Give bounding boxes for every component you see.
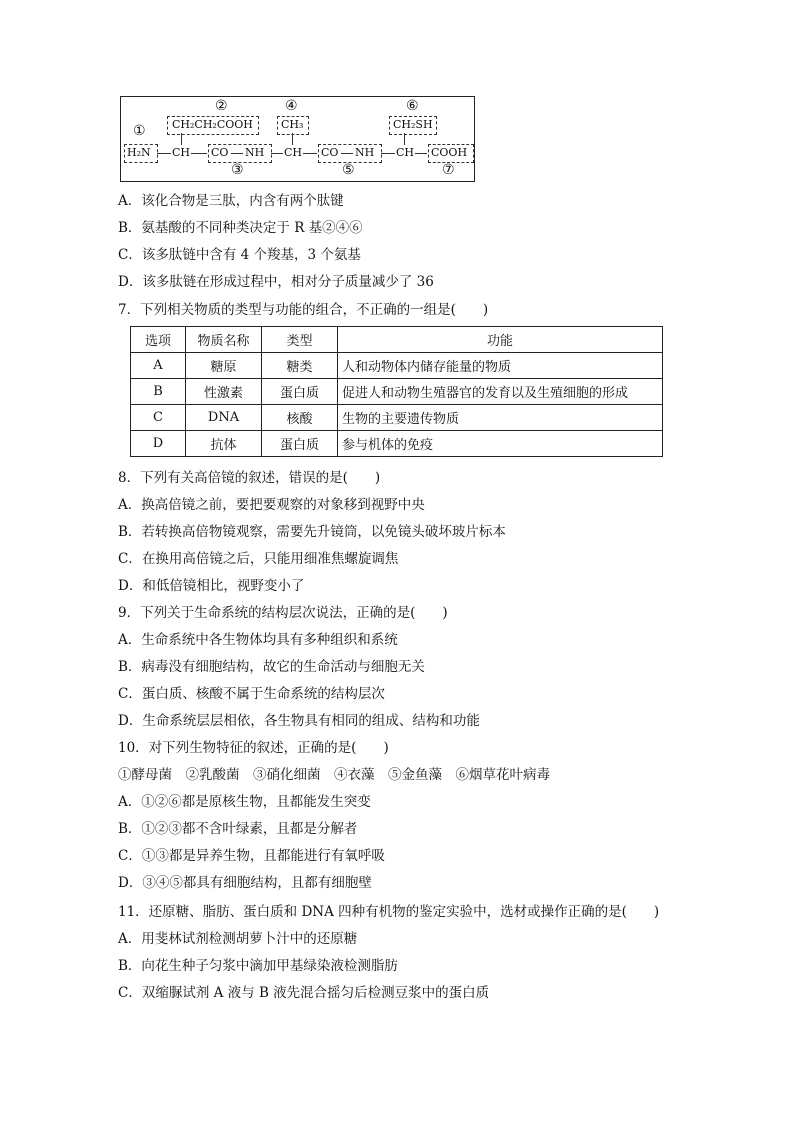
q9-stem: 9．下列关于生命系统的结构层次说法，正确的是( )	[118, 605, 448, 621]
q6-option-a: A．该化合物是三肽，内含有两个肽键	[118, 193, 344, 209]
carbonyl-1: CO	[211, 146, 229, 159]
bond	[191, 153, 207, 154]
table-cell: 核酸	[262, 405, 338, 431]
q11-option-b: B．向花生种子匀浆中滴加甲基绿染液检测脂肪	[118, 958, 398, 974]
carboxyl-group: COOH	[431, 146, 468, 159]
r-group-2: CH₂CH₂COOH	[172, 118, 253, 131]
bond	[341, 153, 353, 154]
alpha-carbon-3: CH	[396, 146, 415, 159]
imino-2: NH	[355, 146, 375, 159]
amino-group: H₂N	[127, 146, 151, 159]
bond	[292, 133, 293, 145]
q11-option-a: A．用斐林试剂检测胡萝卜汁中的还原糖	[118, 931, 358, 947]
q10-option-a: A．①②⑥都是原核生物，且都能发生突变	[118, 794, 371, 810]
table-row	[131, 431, 663, 457]
table-cell: D	[131, 431, 186, 457]
q11-option-c: C．双缩脲试剂 A 液与 B 液先混合摇匀后检测豆浆中的蛋白质	[118, 985, 490, 1001]
label-3: ③	[231, 162, 244, 178]
label-7: ⑦	[442, 162, 455, 178]
table-cell: 蛋白质	[262, 379, 338, 405]
table-cell: 性激素	[186, 379, 262, 405]
table-cell: 参与机体的免疫	[338, 431, 663, 457]
table-cell: B	[131, 379, 186, 405]
label-6: ⑥	[406, 98, 419, 114]
label-2: ②	[215, 98, 228, 114]
bond	[271, 153, 283, 154]
q10-organism-list: ①酵母菌 ②乳酸菌 ③硝化细菌 ④衣藻 ⑤金鱼藻 ⑥烟草花叶病毒	[118, 767, 550, 783]
peptide-structure-diagram	[120, 96, 475, 182]
q8-stem: 8．下列有关高倍镜的叙述，错误的是( )	[118, 470, 381, 486]
table-row	[131, 405, 663, 431]
header-cell: 物质名称	[186, 327, 262, 353]
table-cell: 蛋白质	[262, 431, 338, 457]
r-group-6: CH₂SH	[393, 118, 433, 131]
q9-option-b: B．病毒没有细胞结构，故它的生命活动与细胞无关	[118, 659, 425, 675]
q8-option-b: B．若转换高倍物镜观察，需要先升镜筒，以免镜头破坏玻片标本	[118, 524, 506, 540]
q10-stem: 10．对下列生物特征的叙述，正确的是( )	[118, 740, 389, 756]
bond	[157, 153, 171, 154]
table-row	[131, 379, 663, 405]
table-cell: A	[131, 353, 186, 379]
bond	[404, 133, 405, 145]
table-cell: 生物的主要遗传物质	[338, 405, 663, 431]
q7-stem: 7．下列相关物质的类型与功能的组合，不正确的一组是( )	[118, 302, 489, 318]
q10-option-d: D．③④⑤都具有细胞结构，且都有细胞壁	[118, 875, 372, 891]
header-cell: 类型	[262, 327, 338, 353]
q10-option-c: C．①③都是异养生物，且都能进行有氧呼吸	[118, 848, 385, 864]
bond	[381, 153, 395, 154]
q8-option-c: C．在换用高倍镜之后，只能用细准焦螺旋调焦	[118, 551, 399, 567]
table-cell: 促进人和动物生殖器官的发育以及生殖细胞的形成	[338, 379, 663, 405]
table-header-row	[131, 327, 663, 353]
r-group-4: CH₃	[281, 118, 304, 131]
imino-1: NH	[245, 146, 265, 159]
q6-option-d: D．该多肽链在形成过程中，相对分子质量减少了 36	[118, 274, 434, 290]
table-cell: 糖类	[262, 353, 338, 379]
bond	[231, 153, 243, 154]
table-cell: 人和动物体内储存能量的物质	[338, 353, 663, 379]
label-4: ④	[285, 98, 298, 114]
q9-option-c: C．蛋白质、核酸不属于生命系统的结构层次	[118, 686, 385, 702]
q6-option-b: B．氨基酸的不同种类决定于 R 基②④⑥	[118, 220, 363, 236]
label-1: ①	[133, 123, 146, 139]
q8-option-d: D．和低倍镜相比，视野变小了	[118, 578, 305, 594]
q10-option-b: B．①②③都不含叶绿素，且都是分解者	[118, 821, 358, 837]
header-cell: 选项	[131, 327, 186, 353]
q6-option-c: C．该多肽链中含有 4 个羧基，3 个氨基	[118, 247, 361, 263]
bond	[303, 153, 317, 154]
table-cell: DNA	[186, 405, 262, 431]
q7-table	[130, 326, 663, 457]
bond	[181, 133, 182, 145]
q11-stem: 11．还原糖、脂肪、蛋白质和 DNA 四种有机物的鉴定实验中，选材或操作正确的是( )	[118, 904, 660, 920]
q9-option-a: A．生命系统中各生物体均具有多种组织和系统	[118, 632, 398, 648]
table-cell: 抗体	[186, 431, 262, 457]
bond	[415, 153, 427, 154]
header-cell: 功能	[338, 327, 663, 353]
alpha-carbon-1: CH	[172, 146, 191, 159]
alpha-carbon-2: CH	[284, 146, 303, 159]
q9-option-d: D．生命系统层层相依，各生物具有相同的组成、结构和功能	[118, 713, 480, 729]
table-cell: C	[131, 405, 186, 431]
q8-option-a: A．换高倍镜之前，要把要观察的对象移到视野中央	[118, 497, 425, 513]
table-cell: 糖原	[186, 353, 262, 379]
table-row	[131, 353, 663, 379]
carbonyl-2: CO	[321, 146, 339, 159]
label-5: ⑤	[342, 162, 355, 178]
